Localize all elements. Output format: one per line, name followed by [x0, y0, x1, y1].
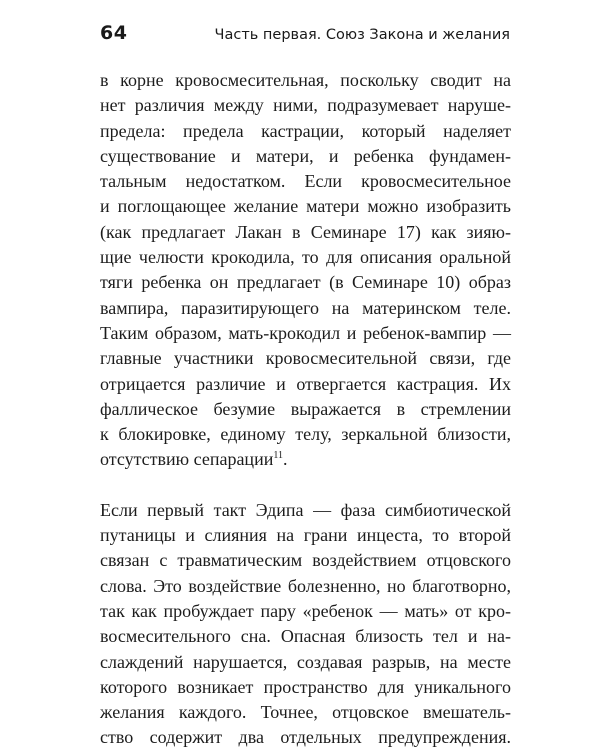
text-line: в корне кровосмесительная, поскольку сводит на: [100, 70, 511, 90]
text-line: (как предлагает Лакан в Семинаре 17) как зияю-: [100, 221, 511, 242]
text-line: фаллическое безумие выражается в стремлении: [100, 398, 511, 419]
text-line: отрицается различие и отвергается кастрация. Их: [100, 373, 511, 394]
text-line: которого возникает пространство для уникального: [100, 676, 511, 697]
text-line: Если первый такт Эдипа — фаза симбиотической: [100, 499, 511, 520]
text-line: нет различия между ними, подразумевает наруше-: [100, 95, 511, 116]
page-number: 64: [100, 22, 128, 44]
text-line: так как пробуждает пару «ребенок — мать» от кро-: [100, 600, 511, 621]
text-line: тяги ребенка он предлагает (в Семинаре 10) образ: [100, 272, 511, 293]
text-line: существование и матери, и ребенка фундамен-: [100, 145, 511, 166]
paragraph-1: [100, 68, 511, 473]
paragraph-2: [100, 498, 511, 751]
text-line: и поглощающее желание матери можно изобразить: [100, 196, 511, 217]
text-line: тальным недостатком. Если кровосмесительное: [100, 171, 511, 192]
text-line: к блокировке, единому телу, зеркальной близости,: [100, 424, 511, 445]
text-line: вампира, паразитирующего на материнском теле.: [100, 297, 511, 318]
text-line: слаждений нарушается, создавая разрыв, на месте: [100, 651, 511, 672]
text-line-content: отсутствию сепарации: [100, 449, 274, 470]
text-line-with-footnote: [100, 447, 511, 472]
text-line: слова. Это воздействие болезненно, но благотворно,: [100, 575, 511, 596]
running-title: Часть первая. Союз Закона и желания: [214, 27, 510, 43]
text-line: главные участники кровосмесительной связи, где: [100, 348, 511, 369]
text-line: желания каждого. Точнее, отцовское вмешатель-: [100, 702, 511, 723]
text-line: ство содержит два отдельных предупреждения.: [100, 727, 511, 748]
footnote-reference: 11: [273, 450, 283, 462]
body-text: [100, 68, 511, 751]
running-head: [100, 22, 510, 46]
text-line: связан с травматическим воздействием отцовского: [100, 550, 511, 571]
text-line: Таким образом, мать-крокодил и ребенок-вампир —: [100, 322, 511, 343]
text-line: щие челюсти крокодила, то для описания оральной: [100, 247, 511, 268]
text-line: восмесительного сна. Опасная близость тел и на-: [100, 626, 511, 647]
sentence-end-punctuation: .: [282, 449, 288, 470]
text-line: путаницы и слияния на грани инцеста, то второй: [100, 525, 511, 546]
text-line: предела: предела кастрации, который наделяет: [100, 120, 511, 141]
